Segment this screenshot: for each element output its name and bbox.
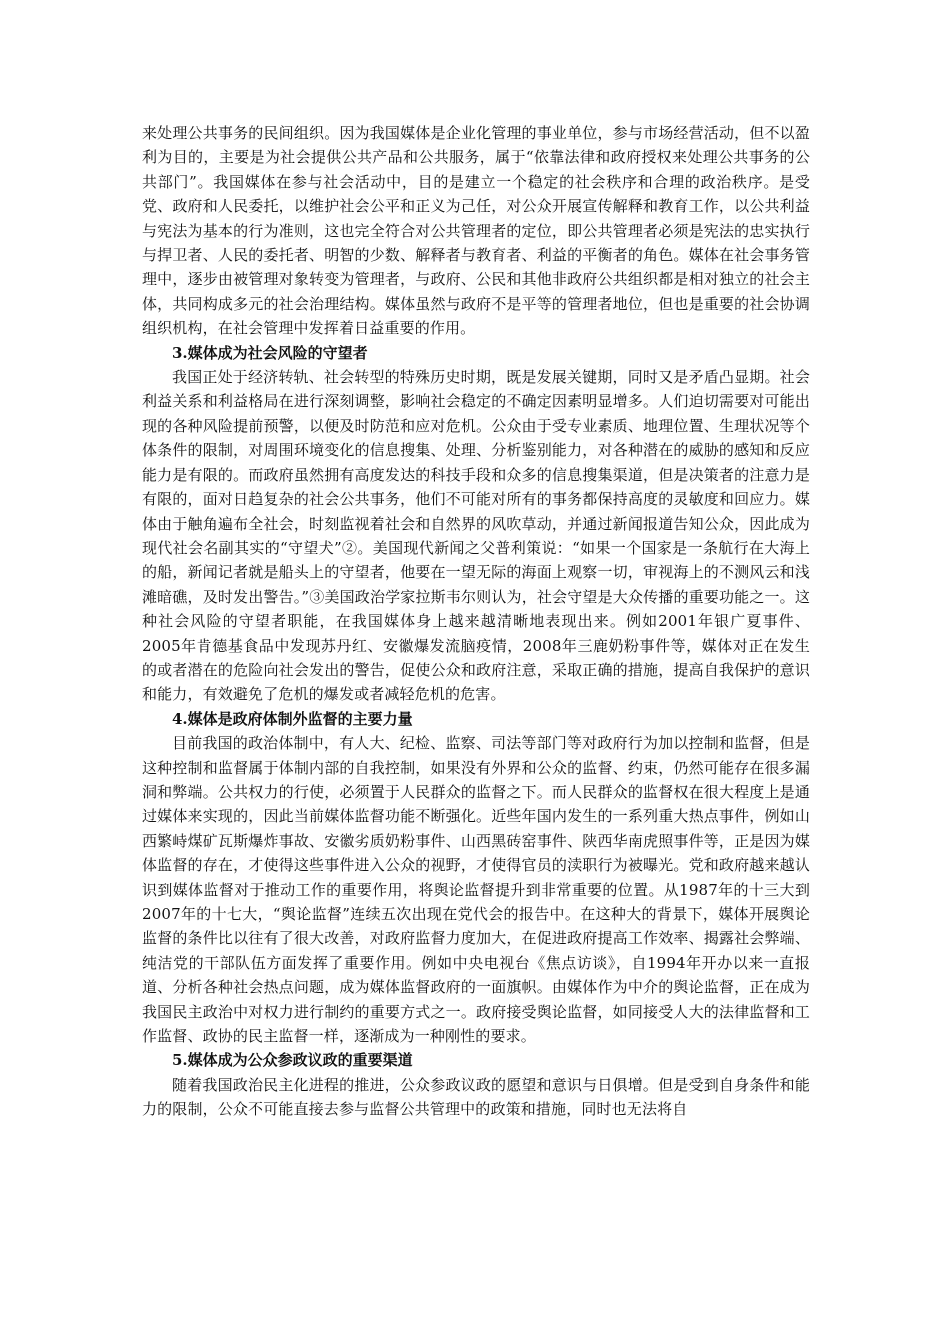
paragraph-external-supervision: 目前我国的政治体制中，有人大、纪检、监察、司法等部门等对政府行为加以控制和监督，但是这种控制和监督属于体制内部的自我控制，如果没有外界和公众的监督、约束，仍然可能存在很多漏洞和弊端。公共权力的行使，必须置于人民群众的监督之下。而人民群众的监督权在很大程度上是通过媒体来实现的，因此当前媒体监督功能不断强化。近些年国内发生的一系列重大热点事件，例如山西繁峙煤矿瓦斯爆炸事故、安徽劣质奶粉事件、山西黑砖窑事件、陕西华南虎照事件等，正是因为媒体监督的存在，才使得这些事件进入公众的视野，才使得官员的渎职行为被曝光。党和政府越来越认识到媒体监督对于推动工作的重要作用，将舆论监督提升到非常重要的位置。从1987年的十三大到2007年的十七大，“舆论监督”连续五次出现在党代会的报告中。在这种大的背景下，媒体开展舆论监督的条件比以往有了很大改善，对政府监督力度加大，在促进政府提高工作效率、揭露社会弊端、纯洁党的干部队伍方面发挥了重要作用。例如中央电视台《焦点访谈》，自1994年开办以来一直报道、分析各种社会热点问题，成为媒体监督政府的一面旗帜。由媒体作为中介的舆论监督，正在成为我国民主政治中对权力进行制约的重要方式之一。政府接受舆论监督，如同接受人大的法律监督和工作监督、政协的民主监督一样，逐渐成为一种刚性的要求。 [142,734,810,1046]
section-heading-5: 5.媒体成为公众参政议政的重要渠道 [172,1051,413,1070]
section-heading-3: 3.媒体成为社会风险的守望者 [172,343,368,362]
paragraph-media-as-public-manager: 来处理公共事务的民间组织。因为我国媒体是企业化管理的事业单位，参与市场经营活动，但不以盈利为目的，主要是为社会提供公共产品和公共服务，属于“依靠法律和政府授权来处理公共事务的公共部门”。我国媒体在参与社会活动中，目的是建立一个稳定的社会秩序和合理的政治秩序。是受党、政府和人民委托，以维护社会公平和正义为己任，对公众开展宣传解释和教育工作，以公共利益与宪法为基本的行为准则，这也完全符合对公共管理者的定位，即公共管理者必须是宪法的忠实执行与捍卫者、人民的委托者、明智的少数、解释者与教育者、利益的平衡者的角色。媒体在社会事务管理中，逐步由被管理对象转变为管理者，与政府、公民和其他非政府公共组织都是相对独立的社会主体，共同构成多元的社会治理结构。媒体虽然与政府不是平等的管理者地位，但也是重要的社会协调组织机构，在社会管理中发挥着日益重要的作用。 [142,124,810,338]
section-heading-4: 4.媒体是政府体制外监督的主要力量 [172,709,413,728]
document-page [142,121,810,1122]
paragraph-public-participation: 随着我国政治民主化进程的推进，公众参政议政的愿望和意识与日俱增。但是受到自身条件和能力的限制，公众不可能直接去参与监督公共管理中的政策和措施，同时也无法将自 [142,1075,810,1119]
paragraph-social-risk-watcher: 我国正处于经济转轨、社会转型的特殊历史时期，既是发展关键期，同时又是矛盾凸显期。社会利益关系和利益格局在进行深刻调整，影响社会稳定的不确定因素明显增多。人们迫切需要对可能出现的各种风险提前预警，以便及时防范和应对危机。公众由于受专业素质、地理位置、生理状况等个体条件的限制，对周围环境变化的信息搜集、处理、分析鉴别能力，对各种潜在的威胁的感知和反应能力是有限的。而政府虽然拥有高度发达的科技手段和众多的信息搜集渠道，但是决策者的注意力是有限的，面对日趋复杂的社会公共事务，他们不可能对所有的事务都保持高度的灵敏度和回应力。媒体由于触角遍布全社会，时刻监视着社会和自然界的风吹草动，并通过新闻报道告知公众，因此成为现代社会名副其实的“守望犬”②。美国现代新闻之父普利策说：“如果一个国家是一条航行在大海上的船，新闻记者就是船头上的守望者，他要在一望无际的海面上观察一切，审视海上的不测风云和浅滩暗礁，及时发出警告。”③美国政治学家拉斯韦尔则认为，社会守望是大众传播的重要功能之一。这种社会风险的守望者职能，在我国媒体身上越来越清晰地表现出来。例如2001年银广夏事件、2005年肯德基食品中发现苏丹红、安徽爆发流脑疫情，2008年三鹿奶粉事件等，媒体对正在发生的或者潜在的危险向社会发出的警告，促使公众和政府注意，采取正确的措施，提高自我保护的意识和能力，有效避免了危机的爆发或者减轻危机的危害。 [142,368,810,704]
